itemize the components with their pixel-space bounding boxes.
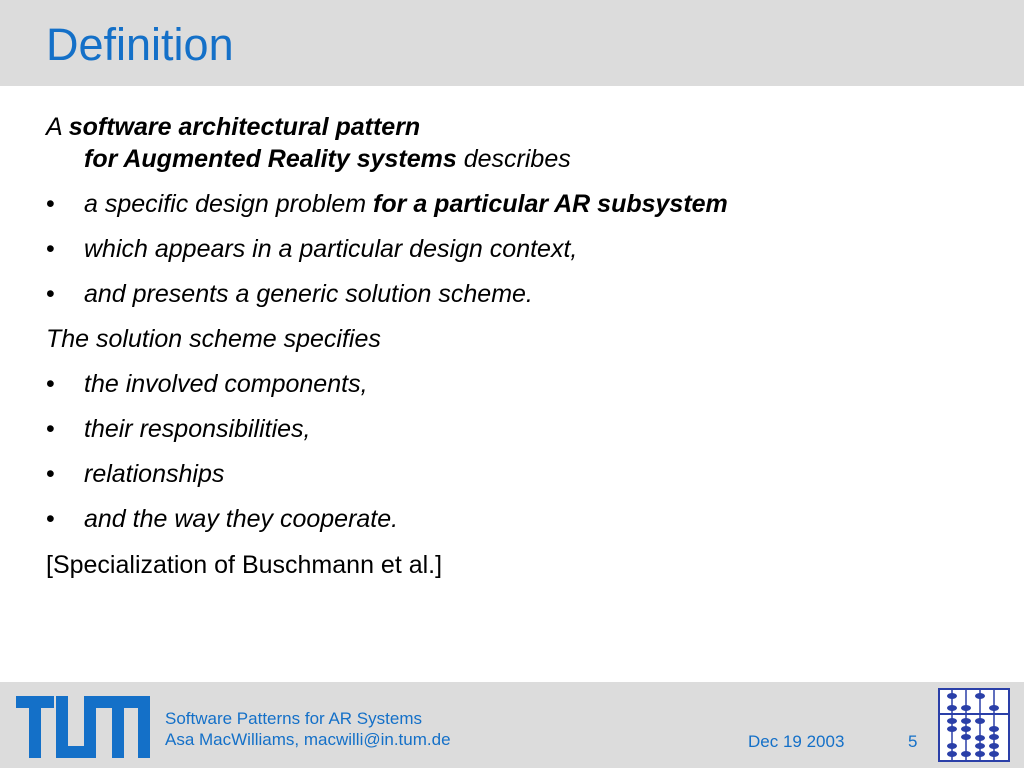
- intro-pattern: software architectural pattern: [68, 113, 421, 141]
- bullet-icon: •: [46, 280, 55, 308]
- bullet-text: their responsibilities,: [84, 415, 311, 443]
- bullet-icon: •: [46, 235, 55, 263]
- solution-intro: The solution scheme specifies: [46, 325, 381, 353]
- list-item: [46, 189, 986, 219]
- list-item: [46, 414, 986, 444]
- footer-date: Dec 19 2003: [748, 732, 845, 751]
- intro-describes: describes: [463, 145, 571, 173]
- bullet-text: a specific design problem: [84, 190, 367, 218]
- page-title: Definition: [46, 19, 234, 70]
- intro-article: A: [46, 113, 62, 141]
- bullet-text: relationships: [84, 460, 225, 488]
- intro-line-1: [46, 112, 986, 142]
- bullet-icon: •: [46, 505, 55, 533]
- bullet-icon: •: [46, 370, 55, 398]
- list-item: [46, 279, 986, 309]
- bullet-text: which appears in a particular design context,: [84, 235, 578, 263]
- page-number: 5: [908, 732, 918, 751]
- bullet-text: and presents a generic solution scheme.: [84, 280, 533, 308]
- footer-band: [0, 682, 1024, 768]
- intro-systems: for Augmented Reality systems: [84, 145, 457, 173]
- footer-course: Software Patterns for AR Systems: [165, 709, 422, 728]
- bullet-bold-text: for a particular AR subsystem: [373, 190, 728, 218]
- bullet-icon: •: [46, 460, 55, 488]
- list-item: [46, 504, 986, 534]
- bullet-text: and the way they cooperate.: [84, 505, 399, 533]
- reference-text: [Specialization of Buschmann et al.]: [46, 551, 443, 579]
- intro-line-2: [46, 144, 986, 174]
- list-item: [46, 369, 986, 399]
- list-item: [46, 459, 986, 489]
- tum-logo-icon: [16, 696, 150, 758]
- bullet-icon: •: [46, 415, 55, 443]
- footer-info: [165, 708, 451, 750]
- bullet-icon: •: [46, 190, 55, 218]
- header-band: [0, 0, 1024, 86]
- bullet-text: the involved components,: [84, 370, 368, 398]
- abacus-logo-icon: [938, 688, 1010, 762]
- footer-author: Asa MacWilliams, macwilli@in.tum.de: [165, 730, 451, 749]
- list-item: [46, 234, 986, 264]
- slide-content: [46, 112, 986, 580]
